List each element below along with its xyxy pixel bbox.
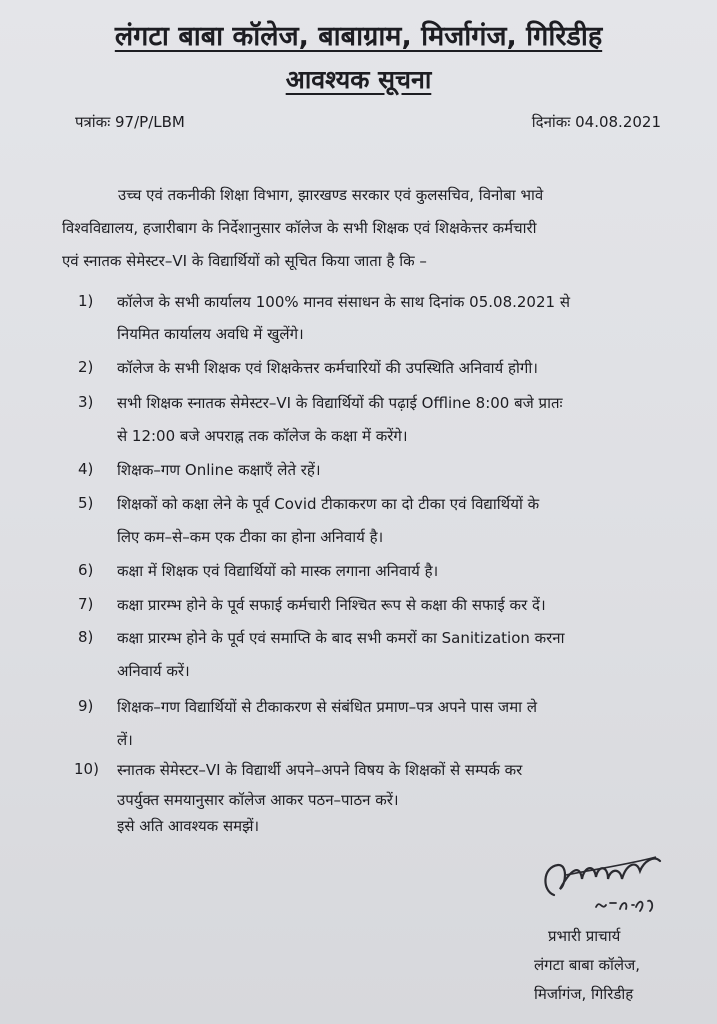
item-number: 9): [78, 697, 94, 715]
item-text: कक्षा प्रारम्भ होने के पूर्व सफाई कर्मचारी निश्चित रूप से कक्षा की सफाई कर दें।: [117, 596, 546, 614]
signatory-college: लंगटा बाबा कॉलेज,: [534, 956, 640, 974]
item-text: स्नातक सेमेस्टर–VI के विद्यार्थी अपने–अपने विषय के शिक्षकों से सम्पर्क कर: [117, 761, 523, 779]
item-number: 6): [78, 561, 94, 579]
signatory-designation: प्रभारी प्राचार्य: [548, 927, 621, 945]
item-text: कॉलेज के सभी कार्यालय 100% मानव संसाधन के साथ दिनांक 05.08.2021 से: [117, 293, 570, 311]
college-title: लंगटा बाबा कॉलेज, बाबाग्राम, मिर्जागंज, गिरिडीह: [114, 21, 603, 52]
item-text: लें।: [117, 731, 133, 749]
handwritten-signature: [536, 845, 666, 920]
item-text: से 12:00 बजे अपराह्न तक कॉलेज के कक्षा में करेंगे।: [117, 427, 408, 445]
item-number: 7): [78, 595, 94, 613]
item-number: 2): [78, 358, 94, 376]
closing-note: इसे अति आवश्यक समझें।: [117, 817, 260, 835]
item-number: 3): [78, 393, 94, 411]
intro-line: विश्वविद्यालय, हजारीबाग के निर्देशानुसार कॉलेज के सभी शिक्षक एवं शिक्षकेत्तर कर्मचारी: [62, 219, 537, 237]
item-text: अनिवार्य करें।: [117, 662, 190, 680]
item-number: 8): [78, 628, 94, 646]
item-number: 1): [78, 292, 94, 310]
item-text: सभी शिक्षक स्नातक सेमेस्टर–VI के विद्यार्थियों की पढ़ाई Offline 8:00 बजे प्रातः: [117, 394, 563, 412]
item-text: कक्षा प्रारम्भ होने के पूर्व एवं समाप्ति के बाद सभी कमरों का Sanitization करना: [117, 629, 565, 647]
reference-number: पत्रांकः 97/P/LBM: [75, 113, 185, 131]
intro-line: उच्च एवं तकनीकी शिक्षा विभाग, झारखण्ड सरकार एवं कुलसचिव, विनोबा भावे: [118, 186, 544, 204]
item-text: लिए कम–से–कम एक टीका का होना अनिवार्य है।: [117, 528, 384, 546]
item-text: उपर्युक्त समयानुसार कॉलेज आकर पठन–पाठन करें।: [117, 791, 399, 809]
notice-heading: आवश्यक सूचना: [285, 65, 432, 94]
intro-line: एवं स्नातक सेमेस्टर–VI के विद्यार्थियों को सूचित किया जाता है कि –: [62, 252, 427, 270]
signature-icon: [536, 845, 666, 920]
item-number: 10): [74, 760, 99, 778]
item-text: नियमित कार्यालय अवधि में खुलेंगे।: [117, 325, 304, 343]
item-text: शिक्षकों को कक्षा लेने के पूर्व Covid टीकाकरण का दो टीका एवं विद्यार्थियों के: [117, 495, 540, 513]
item-text: कॉलेज के सभी शिक्षक एवं शिक्षकेत्तर कर्मचारियों की उपस्थिति अनिवार्य होगी।: [117, 359, 538, 377]
item-text: शिक्षक–गण Online कक्षाएँ लेते रहें।: [117, 461, 321, 479]
item-text: शिक्षक–गण विद्यार्थियों से टीकाकरण से संबंधित प्रमाण–पत्र अपने पास जमा ले: [117, 698, 537, 716]
item-text: कक्षा में शिक्षक एवं विद्यार्थियों को मास्क लगाना अनिवार्य है।: [117, 562, 439, 580]
notice-date: दिनांकः 04.08.2021: [531, 113, 661, 131]
item-number: 5): [78, 494, 94, 512]
signatory-place: मिर्जागंज, गिरिडीह: [534, 985, 634, 1003]
item-number: 4): [78, 460, 94, 478]
